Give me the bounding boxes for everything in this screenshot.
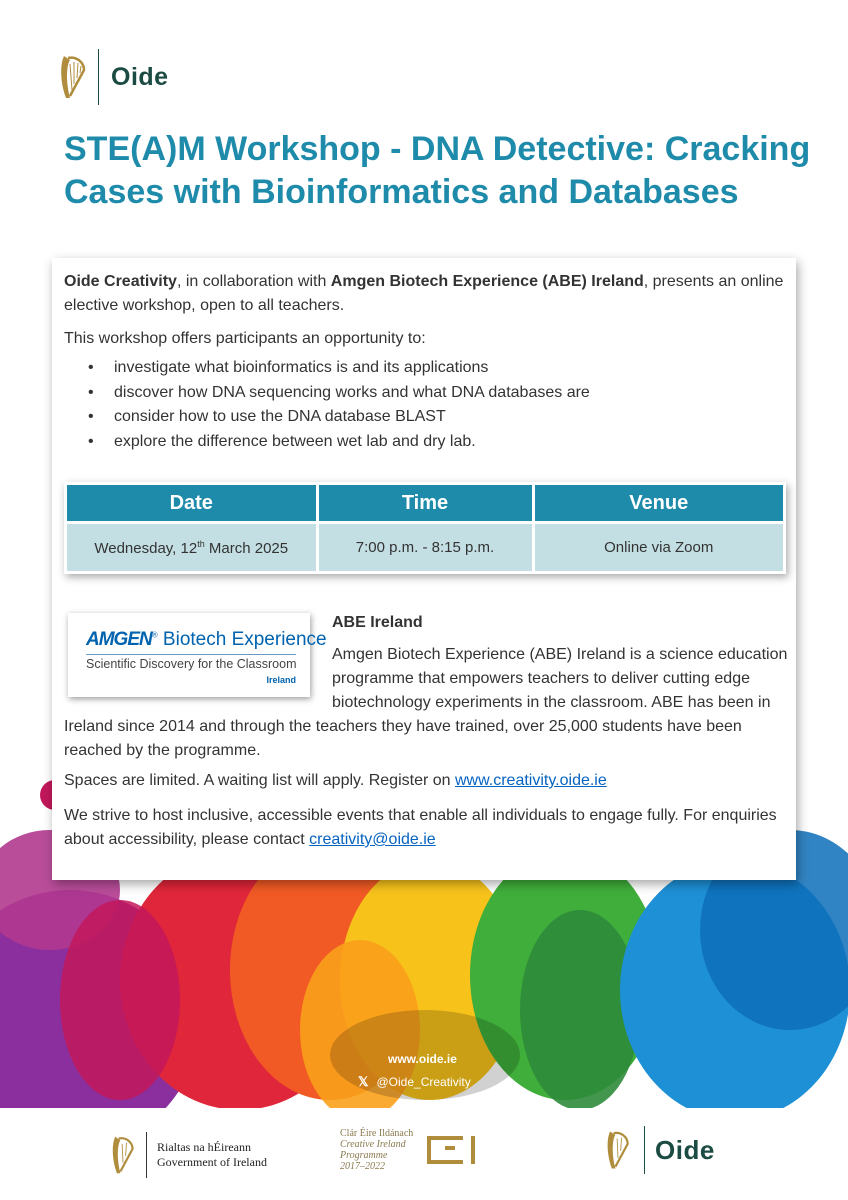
harp-icon — [58, 52, 88, 102]
cell-time: 7:00 p.m. - 8:15 p.m. — [319, 524, 532, 571]
website-link[interactable]: www.oide.ie — [388, 1052, 457, 1066]
content-card — [52, 258, 796, 880]
oide-logo — [58, 48, 169, 106]
amgen-brand: AMGEN — [86, 629, 152, 650]
abe-description: Amgen Biotech Experience (ABE) Ireland is a science education programme that empowers teachers to deliver cutting edge biotechnology experiments in the classroom. ABE has been in Ireland since 2014 and through the teachers they have trained, over 25,000 students have been reached by the programme. — [64, 646, 788, 759]
header-date: Date — [67, 485, 316, 521]
list-item: • investigate what bioinformatics is and its applications — [88, 359, 489, 376]
amgen-logo: AMGEN® Biotech Experience Scientific Discovery for the Classroom Ireland — [68, 613, 310, 697]
list-item: • discover how DNA sequencing works and what DNA databases are — [88, 383, 590, 401]
oide-footer-logo — [604, 1126, 715, 1174]
ci-mark-icon — [423, 1132, 485, 1168]
schedule-table — [64, 482, 786, 574]
lead-text: This workshop offers participants an opportunity to: — [64, 330, 426, 347]
gov-irish-name: Rialtas na hÉireann — [157, 1140, 251, 1154]
harp-icon — [604, 1128, 632, 1172]
table-header-row — [67, 485, 783, 521]
gov-english-name: Government of Ireland — [157, 1155, 267, 1169]
cell-venue: Online via Zoom — [535, 524, 784, 571]
abe-heading: ABE Ireland — [332, 614, 423, 631]
header-time: Time — [319, 485, 532, 521]
government-logo — [110, 1132, 267, 1178]
amgen-country: Ireland — [266, 675, 296, 685]
email-link[interactable]: creativity@oide.ie — [309, 831, 436, 848]
social-handle[interactable]: 𝕏 @Oide_Creativity — [358, 1074, 471, 1089]
header-venue: Venue — [535, 485, 784, 521]
list-item: • explore the difference between wet lab and dry lab. — [88, 432, 476, 450]
amgen-tagline: Scientific Discovery for the Classroom — [86, 657, 297, 671]
table-row — [67, 524, 783, 571]
harp-icon — [110, 1133, 136, 1177]
page-title: STE(A)M Workshop - DNA Detective: Cracking Cases with Bioinformatics and Databases — [64, 130, 811, 211]
objectives-list — [88, 356, 590, 454]
register-link[interactable]: www.creativity.oide.ie — [455, 772, 607, 789]
list-item: • consider how to use the DNA database BLAST — [88, 408, 446, 425]
cell-date: Wednesday, 12th March 2025 — [67, 524, 316, 571]
oide-wordmark: Oide — [655, 1134, 715, 1165]
org-name: Oide Creativity — [64, 273, 177, 290]
creative-ireland-logo: Clár Éire Ildánach Creative Ireland Programme 2017–2022 — [340, 1128, 485, 1172]
oide-wordmark: Oide — [111, 62, 169, 91]
x-icon: 𝕏 — [358, 1074, 369, 1089]
logo-divider — [98, 49, 99, 105]
accessibility-text: We strive to host inclusive, accessible events that enable all individuals to engage fully. For enquiries about accessibility, please contact creativity@oide.ie — [64, 807, 777, 848]
partner-name: Amgen Biotech Experience (ABE) Ireland — [330, 273, 644, 290]
intro-paragraph: Oide Creativity, in collaboration with Amgen Biotech Experience (ABE) Ireland, presents an online elective workshop, open to all teachers. — [64, 273, 784, 314]
registration-text: Spaces are limited. A waiting list will apply. Register on www.creativity.oide.ie — [64, 772, 607, 789]
